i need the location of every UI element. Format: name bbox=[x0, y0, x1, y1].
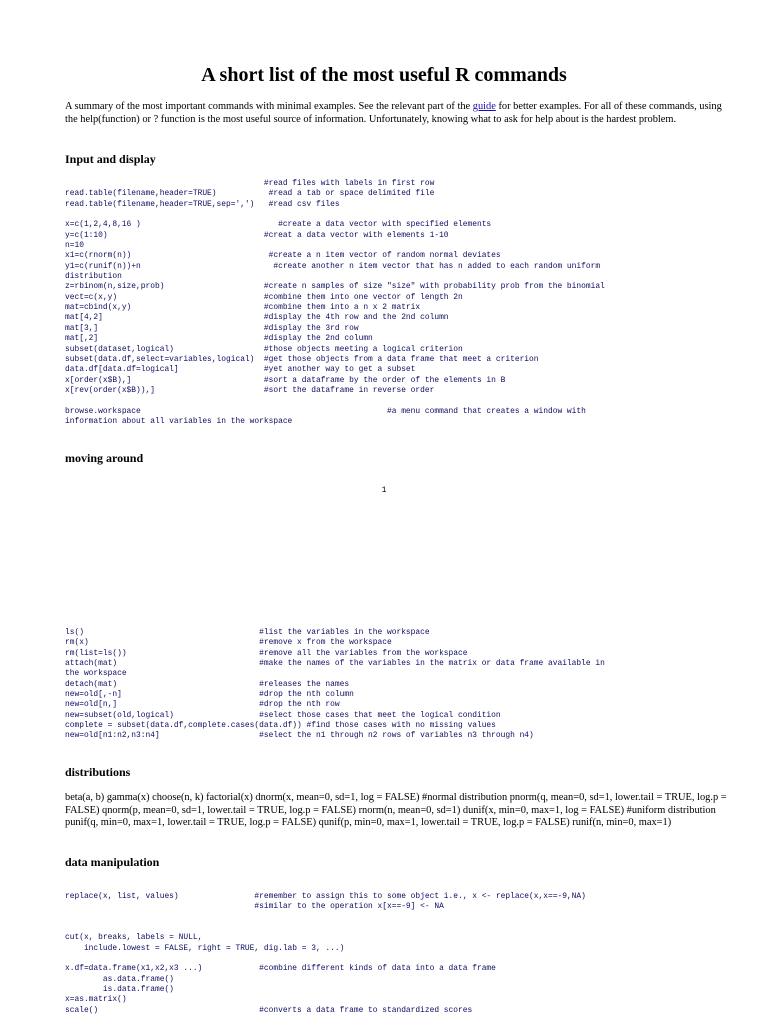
intro-paragraph bbox=[65, 101, 730, 126]
heading-moving-around: moving around bbox=[65, 451, 144, 465]
page-number: 1 bbox=[381, 486, 387, 495]
heading-data-manipulation: data manipulation bbox=[65, 855, 160, 869]
intro-text-after: for better examples. For all of these commands, using the help(function) or ? function is the most useful source of information. Unfortunately, knowing what to ask for help about is the hardest problem. bbox=[65, 101, 722, 125]
code-data-manipulation: replace(x, list, values) #remember to assign this to some object i.e., x <- replace(x,x==-9,NA) #similar to the operation x[x==-9] <- NA cut(x, breaks, labels = NULL, include.lowest = FALSE, right = TRUE, dig.lab = 3, ...) x.df=data.frame(x1,x2,x3 ...) #combine different kinds of data into a data frame as.data.frame() is.data.frame() x=as.matrix() scale() #converts a data frame to standardized scores bbox=[65, 892, 586, 1015]
code-moving-around: ls() #list the variables in the workspace rm(x) #remove x from the workspace rm(list=ls()) #remove all the variables from the workspace attach(mat) #make the names of the variables in the matrix or data frame available in the workspace detach(mat) #releases the names new=old[,-n] #drop the nth column new=old[n,] #drop the nth row new=subset(old,logical) #select those cases that meet the logical condition complete = subset(data.df,complete.cases(data.df)) #find those cases with no missing values new=old[n1:n2,n3:n4] #select the n1 through n2 rows of variables n3 through n4) bbox=[65, 628, 605, 741]
intro-text-before: A summary of the most important commands with minimal examples. See the relevant part of the bbox=[65, 101, 473, 112]
distributions-text: beta(a, b) gamma(x) choose(n, k) factorial(x) dnorm(x, mean=0, sd=1, log = FALSE) #normal distribution pnorm(q, mean=0, sd=1, lower.tail = TRUE, log.p = FALSE) qnorm(p, mean=0, sd=1, lower.tail = TRUE, log.p = FALSE) rnorm(n, mean=0, sd=1) dunif(x, min=0, max=1, log = FALSE) #uniform distribution punif(q, min=0, max=1, lower.tail = TRUE, log.p = FALSE) qunif(p, min=0, max=1, lower.tail = TRUE, log.p = FALSE) runif(n, min=0, max=1) bbox=[65, 792, 727, 829]
heading-distributions: distributions bbox=[65, 765, 131, 779]
heading-input-display: Input and display bbox=[65, 152, 156, 166]
code-input-display: #read files with labels in first row read.table(filename,header=TRUE) #read a tab or space delimited file read.table(filename,header=TRUE,sep=',') #read csv files x=c(1,2,4,8,16 ) #create a data vector with specified elements y=c(1:10) #creat a data vector with elements 1-10 n=10 x1=c(rnorm(n)) #create a n item vector of random normal deviates y1=c(runif(n))+n #create another n item vector that has n added to each random uniform distribution z=rbinom(n,size,prob) #create n samples of size "size" with probability prob from the binomial vect=c(x,y) #combine them into one vector of length 2n mat=cbind(x,y) #combine them into a n x 2 matrix mat[4,2] #display the 4th row and the 2nd column mat[3,] #display the 3rd row mat[,2] #display the 2nd column subset(dataset,logical) #those objects meeting a logical criterion subset(data.df,select=variables,logical) #get those objects from a data frame that meet a criterion data.df[data.df=logical] #yet another way to get a subset x[order(x$B),] #sort a dataframe by the order of the elements in B x[rev(order(x$B)),] #sort the dataframe in reverse order browse.workspace #a menu command that creates a window with information about all variables in the workspace bbox=[65, 179, 605, 426]
guide-link[interactable]: guide bbox=[472, 101, 496, 112]
page-title: A short list of the most useful R commands bbox=[201, 64, 567, 86]
